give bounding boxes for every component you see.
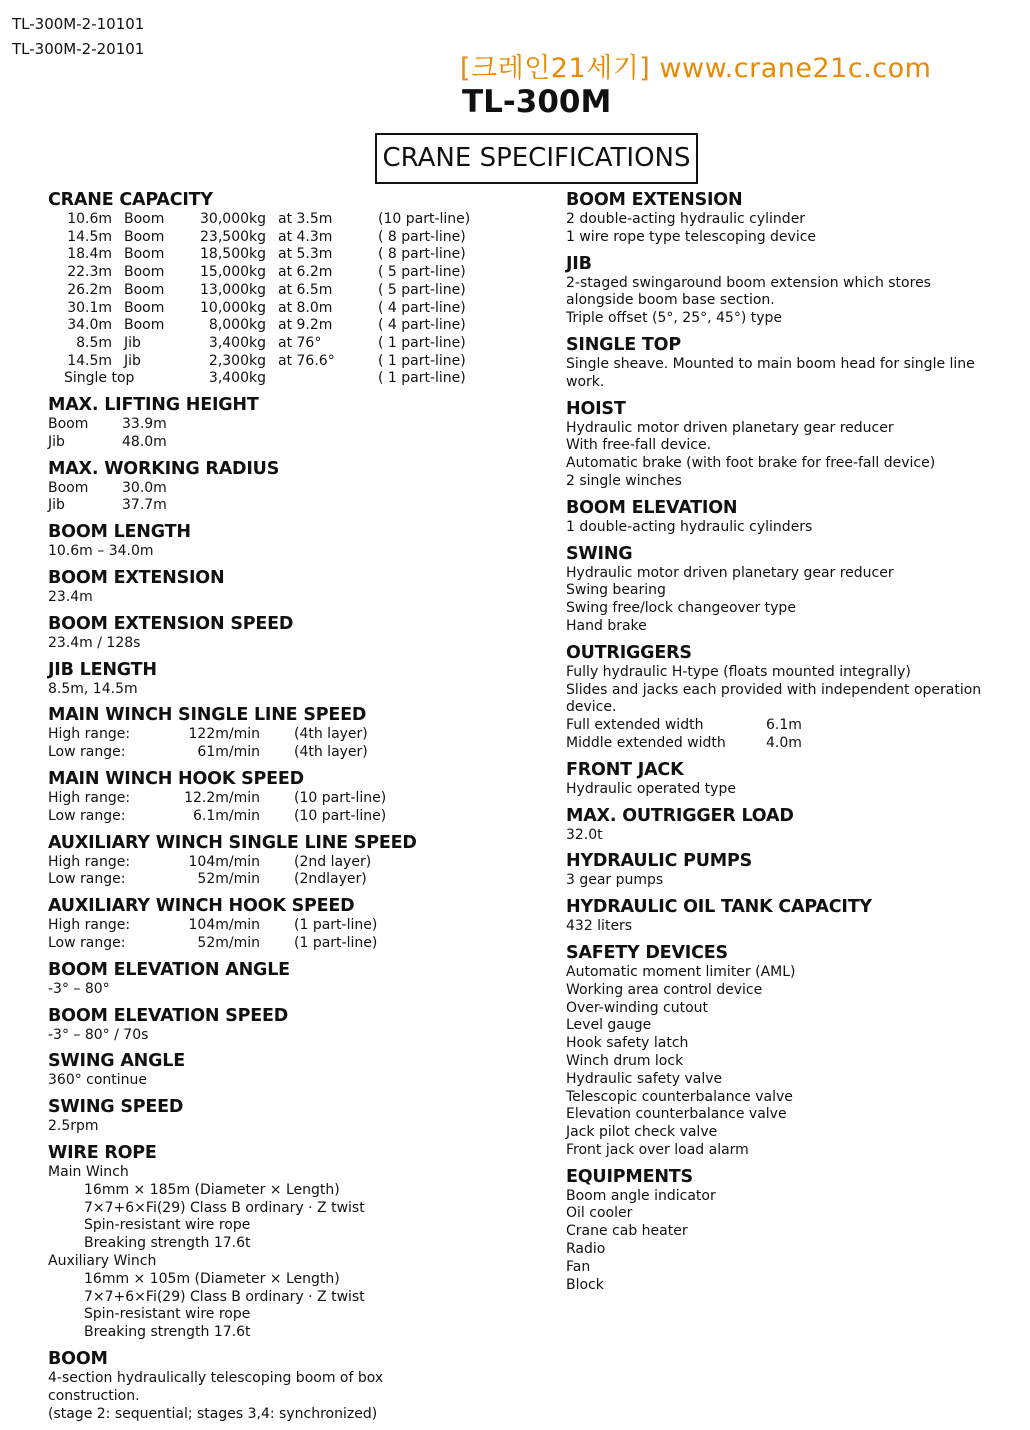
capacity-row: [54, 246, 478, 264]
capacity-row: [54, 353, 478, 371]
spec-line: Swing bearing: [566, 582, 666, 599]
capacity-radius: at 76.6°: [278, 352, 335, 369]
list-item: Fan: [566, 1258, 591, 1275]
r-pumps-section: [566, 851, 1016, 890]
capacity-row: [54, 370, 478, 388]
r-oil-tank-section: [566, 897, 1016, 936]
spec-line: Fully hydraulic H-type (floats mounted integrally): [566, 663, 911, 680]
spec-line: Hydraulic motor driven planetary gear reducer: [566, 564, 894, 581]
section-heading: MAX. WORKING RADIUS: [48, 458, 280, 479]
list-item: Level gauge: [566, 1017, 652, 1034]
capacity-lines: ( 8 part-line): [378, 246, 466, 263]
kv-row: [48, 434, 167, 452]
section-heading: SWING ANGLE: [48, 1051, 185, 1072]
spec-line: 16mm × 105m (Diameter × Length): [84, 1270, 340, 1287]
section-value: 360° continue: [48, 1072, 148, 1089]
spec-line: Spin-resistant wire rope: [84, 1306, 251, 1323]
r-swing-section: [566, 544, 1016, 636]
main-winch-hook-section: [48, 769, 518, 826]
swing-angle-section: [48, 1051, 518, 1090]
section-heading: BOOM EXTENSION: [48, 568, 225, 589]
kv-key: Boom: [48, 416, 89, 433]
section-heading: BOOM EXTENSION: [566, 190, 743, 210]
capacity-radius: at 6.5m: [278, 281, 333, 298]
spec-line: With free-fall device.: [566, 437, 712, 454]
swing-speed-section: [48, 1097, 518, 1136]
right-column: [566, 190, 1016, 1301]
jib-length-section: [48, 660, 518, 699]
r-front-jack-section: [566, 760, 1016, 799]
capacity-radius: at 4.3m: [278, 228, 333, 245]
capacity-load: 8,000kg: [208, 317, 266, 334]
kv-note: (4th layer): [294, 726, 368, 743]
list-item: Hydraulic safety valve: [566, 1070, 723, 1087]
list-item: Radio: [566, 1241, 606, 1258]
capacity-load: 3,400kg: [208, 334, 266, 351]
kv-key: Low range:: [48, 744, 126, 761]
section-value: 8.5m, 14.5m: [48, 680, 138, 697]
r-hoist-section: [566, 399, 1016, 491]
r-boom-elevation-section: [566, 498, 1016, 537]
r-boom-extension-section: [566, 190, 1016, 247]
capacity-type: Boom: [124, 246, 165, 263]
capacity-row: [54, 335, 478, 353]
spec-line: 1 wire rope type telescoping device: [566, 228, 817, 245]
section-heading: HYDRAULIC OIL TANK CAPACITY: [566, 897, 872, 918]
spec-line: 32.0t: [566, 826, 603, 843]
capacity-len: 14.5m: [67, 228, 112, 245]
document-codes: [12, 12, 144, 62]
section-heading: SWING SPEED: [48, 1097, 184, 1118]
model-title: TL-300M: [462, 84, 612, 120]
wire-rope-section: [48, 1143, 518, 1342]
capacity-lines: ( 8 part-line): [378, 228, 466, 245]
kv-note: (2ndlayer): [294, 871, 367, 888]
list-item: Working area control device: [566, 981, 763, 998]
spec-line: Hand brake: [566, 617, 647, 634]
kv-key: Full extended width: [566, 717, 704, 734]
spec-line: Slides and jacks each provided with independent operation device.: [566, 681, 982, 716]
kv-key: Low range:: [48, 807, 126, 824]
kv-key: Middle extended width: [566, 734, 726, 751]
kv-value: 4.0m: [766, 734, 802, 751]
section-value: 2.5rpm: [48, 1118, 99, 1135]
doc-code: TL-300M-2-10101: [12, 15, 145, 33]
section-heading: AUXILIARY WINCH SINGLE LINE SPEED: [48, 832, 417, 853]
section-heading: FRONT JACK: [566, 759, 684, 780]
capacity-load: 13,000kg: [200, 281, 266, 298]
kv-value: 12.2m/min: [184, 790, 260, 806]
section-heading: BOOM: [48, 1348, 108, 1369]
section-heading: BOOM ELEVATION: [566, 497, 738, 518]
capacity-len: 8.5m: [76, 334, 112, 351]
capacity-radius: at 6.2m: [278, 264, 333, 281]
r-outriggers-section: [566, 643, 1006, 753]
capacity-type: Boom: [124, 228, 165, 245]
capacity-lines: ( 1 part-line): [378, 334, 466, 351]
capacity-radius: at 3.5m: [278, 211, 333, 227]
capacity-len: 10.6m: [67, 211, 112, 227]
section-heading: SINGLE TOP: [566, 334, 681, 355]
capacity-single-top-label: Single top: [64, 370, 135, 387]
list-item: Automatic moment limiter (AML): [566, 963, 796, 980]
capacity-lines: ( 1 part-line): [378, 352, 466, 369]
section-heading: EQUIPMENTS: [566, 1166, 693, 1187]
capacity-len: 18.4m: [67, 246, 112, 263]
spec-line: Automatic brake (with foot brake for free-fall device): [566, 455, 936, 472]
kv-key: Jib: [48, 497, 65, 514]
working-radius-section: [48, 459, 518, 516]
capacity-row: [54, 282, 478, 300]
capacity-lines: ( 1 part-line): [378, 370, 466, 387]
list-item: Front jack over load alarm: [566, 1141, 749, 1158]
capacity-load: 15,000kg: [200, 264, 266, 281]
capacity-row: [54, 229, 478, 247]
capacity-type: Boom: [124, 211, 165, 227]
section-heading: JIB: [566, 253, 592, 274]
kv-value: 30.0m: [122, 479, 167, 496]
list-item: Block: [566, 1276, 604, 1293]
kv-row: [566, 735, 802, 753]
kv-row: [48, 480, 167, 498]
capacity-len: 30.1m: [67, 299, 112, 316]
capacity-row: [54, 264, 478, 282]
capacity-type: Boom: [124, 281, 165, 298]
r-outrigger-load-section: [566, 806, 1016, 845]
list-item: Boom angle indicator: [566, 1187, 716, 1204]
kv-note: (1 part-line): [294, 934, 378, 951]
spec-line: Swing free/lock changeover type: [566, 600, 796, 617]
kv-note: (1 part-line): [294, 917, 378, 934]
spec-line: 7×7+6×Fi(29) Class B ordinary · Z twist: [84, 1199, 365, 1216]
crane-capacity-section: [48, 190, 518, 388]
section-heading: SAFETY DEVICES: [566, 942, 728, 963]
kv-note: (2nd layer): [294, 853, 372, 870]
kv-row: [48, 416, 167, 434]
capacity-lines: ( 5 part-line): [378, 264, 466, 281]
spec-line: 2-staged swingaround boom extension which stores alongside boom base section.: [566, 274, 931, 309]
page-title: CRANE SPECIFICATIONS: [375, 133, 698, 184]
section-heading: HOIST: [566, 398, 626, 419]
spec-line: Spin-resistant wire rope: [84, 1217, 251, 1234]
section-heading: SWING: [566, 543, 633, 564]
list-item: Elevation counterbalance valve: [566, 1106, 787, 1123]
main-winch-single-section: [48, 705, 518, 762]
section-heading: MAX. OUTRIGGER LOAD: [566, 805, 794, 826]
r-single-top-section: [566, 335, 1002, 392]
spec-line: 3 gear pumps: [566, 872, 664, 889]
aux-winch-hook-section: [48, 896, 518, 953]
section-heading: BOOM LENGTH: [48, 522, 191, 543]
capacity-type: Boom: [124, 317, 165, 334]
boom-section: [48, 1349, 418, 1423]
section-value: -3° – 80° / 70s: [48, 1026, 149, 1043]
list-item: Telescopic counterbalance valve: [566, 1088, 793, 1105]
spec-line: 1 double-acting hydraulic cylinders: [566, 518, 813, 535]
list-item: Jack pilot check valve: [566, 1124, 718, 1141]
section-heading: MAX. LIFTING HEIGHT: [48, 395, 259, 416]
kv-row: [48, 744, 368, 762]
kv-value: 48.0m: [122, 433, 167, 450]
capacity-load: 3,400kg: [208, 370, 266, 387]
kv-value: 6.1m/min: [192, 807, 260, 824]
capacity-lines: (10 part-line): [378, 211, 471, 227]
capacity-radius: at 8.0m: [278, 299, 333, 316]
spec-line: Single sheave. Mounted to main boom head for single line work.: [566, 355, 975, 390]
kv-value: 52m/min: [197, 934, 260, 951]
section-value: -3° – 80°: [48, 980, 110, 997]
wire-rope-main-label: Main Winch: [48, 1163, 129, 1180]
kv-key: High range:: [48, 853, 131, 870]
boom-length-section: [48, 522, 518, 561]
aux-winch-single-section: [48, 833, 518, 890]
capacity-lines: ( 4 part-line): [378, 317, 466, 334]
capacity-table: [54, 211, 478, 388]
r-equipments-section: [566, 1167, 1016, 1295]
boom-elevation-angle-section: [48, 960, 518, 999]
spec-line: 2 double-acting hydraulic cylinder: [566, 211, 806, 227]
capacity-len: 22.3m: [67, 264, 112, 281]
section-heading: CRANE CAPACITY: [48, 190, 213, 210]
spec-line: Hydraulic motor driven planetary gear reducer: [566, 419, 894, 436]
r-jib-section: [566, 254, 986, 328]
spec-line: 16mm × 185m (Diameter × Length): [84, 1181, 340, 1198]
capacity-load: 2,300kg: [208, 352, 266, 369]
capacity-load: 18,500kg: [200, 246, 266, 263]
list-item: Oil cooler: [566, 1205, 633, 1222]
kv-key: High range:: [48, 917, 131, 934]
list-item: Hook safety latch: [566, 1035, 689, 1052]
kv-key: Low range:: [48, 934, 126, 951]
boom-elevation-speed-section: [48, 1006, 518, 1045]
kv-value: 61m/min: [197, 744, 260, 761]
kv-value: 104m/min: [188, 853, 260, 870]
section-heading: BOOM ELEVATION SPEED: [48, 1005, 289, 1026]
kv-row: [48, 808, 386, 826]
capacity-lines: ( 5 part-line): [378, 281, 466, 298]
kv-key: High range:: [48, 790, 131, 806]
kv-row: [566, 717, 802, 735]
spec-line: Breaking strength 17.6t: [84, 1235, 251, 1252]
boom-extension-section: [48, 568, 518, 607]
section-value: 23.4m: [48, 589, 93, 606]
kv-row: [48, 854, 371, 872]
kv-value: 104m/min: [188, 917, 260, 934]
spec-line: Triple offset (5°, 25°, 45°) type: [566, 310, 783, 327]
kv-row: [48, 935, 377, 953]
kv-row: [48, 917, 377, 935]
capacity-len: 26.2m: [67, 281, 112, 298]
kv-row: [48, 790, 386, 808]
kv-note: (10 part-line): [294, 790, 387, 806]
kv-row: [48, 726, 368, 744]
capacity-type: Jib: [124, 334, 141, 351]
capacity-load: 30,000kg: [200, 211, 266, 227]
kv-key: Boom: [48, 479, 89, 496]
section-heading: HYDRAULIC PUMPS: [566, 851, 753, 872]
capacity-radius: [278, 370, 378, 388]
capacity-radius: at 9.2m: [278, 317, 333, 334]
section-value: 10.6m – 34.0m: [48, 543, 154, 560]
section-heading: MAIN WINCH HOOK SPEED: [48, 769, 304, 789]
kv-value: 52m/min: [197, 871, 260, 888]
kv-note: (4th layer): [294, 744, 368, 761]
capacity-type: Boom: [124, 299, 165, 316]
capacity-load: 10,000kg: [200, 299, 266, 316]
capacity-row: [54, 211, 478, 229]
section-heading: MAIN WINCH SINGLE LINE SPEED: [48, 705, 367, 726]
spec-line: Breaking strength 17.6t: [84, 1324, 251, 1341]
capacity-radius: at 5.3m: [278, 246, 333, 263]
left-column: [48, 190, 518, 1430]
spec-line: 4-section hydraulically telescoping boom of box construction.: [48, 1369, 384, 1404]
list-item: Winch drum lock: [566, 1052, 684, 1069]
boom-extension-speed-section: [48, 614, 518, 653]
capacity-len: 34.0m: [67, 317, 112, 334]
capacity-row: [54, 317, 478, 335]
section-heading: OUTRIGGERS: [566, 642, 692, 663]
kv-value: 37.7m: [122, 497, 167, 514]
kv-key: Low range:: [48, 871, 126, 888]
section-heading: BOOM EXTENSION SPEED: [48, 613, 294, 634]
capacity-load: 23,500kg: [200, 228, 266, 245]
spec-line: 432 liters: [566, 918, 633, 935]
kv-value: 122m/min: [188, 726, 260, 743]
spec-line: Hydraulic operated type: [566, 780, 736, 797]
kv-value: 33.9m: [122, 416, 167, 433]
capacity-len: 14.5m: [67, 352, 112, 369]
capacity-type: Boom: [124, 264, 165, 281]
watermark: [크레인21세기] www.crane21c.com: [460, 53, 932, 84]
kv-row: [48, 871, 371, 889]
lifting-height-section: [48, 395, 518, 452]
section-value: 23.4m / 128s: [48, 634, 141, 651]
kv-value: 6.1m: [766, 717, 802, 734]
wire-rope-aux-label: Auxiliary Winch: [48, 1252, 157, 1269]
spec-line: (stage 2: sequential; stages 3,4: synchronized): [48, 1405, 378, 1422]
capacity-row: [54, 300, 478, 318]
list-item: Over-winding cutout: [566, 999, 709, 1016]
spec-line: 2 single winches: [566, 472, 682, 489]
list-item: Crane cab heater: [566, 1223, 688, 1240]
kv-key: Jib: [48, 433, 65, 450]
kv-row: [48, 497, 167, 515]
kv-key: High range:: [48, 726, 131, 743]
capacity-lines: ( 4 part-line): [378, 299, 466, 316]
doc-code: TL-300M-2-20101: [12, 40, 145, 58]
section-heading: JIB LENGTH: [48, 659, 157, 680]
section-heading: WIRE ROPE: [48, 1142, 157, 1163]
capacity-radius: at 76°: [278, 334, 322, 351]
spec-line: 7×7+6×Fi(29) Class B ordinary · Z twist: [84, 1288, 365, 1305]
kv-note: (10 part-line): [294, 807, 387, 824]
r-safety-section: [566, 943, 1016, 1160]
section-heading: AUXILIARY WINCH HOOK SPEED: [48, 896, 355, 917]
section-heading: BOOM ELEVATION ANGLE: [48, 959, 290, 980]
capacity-type: Jib: [124, 352, 141, 369]
